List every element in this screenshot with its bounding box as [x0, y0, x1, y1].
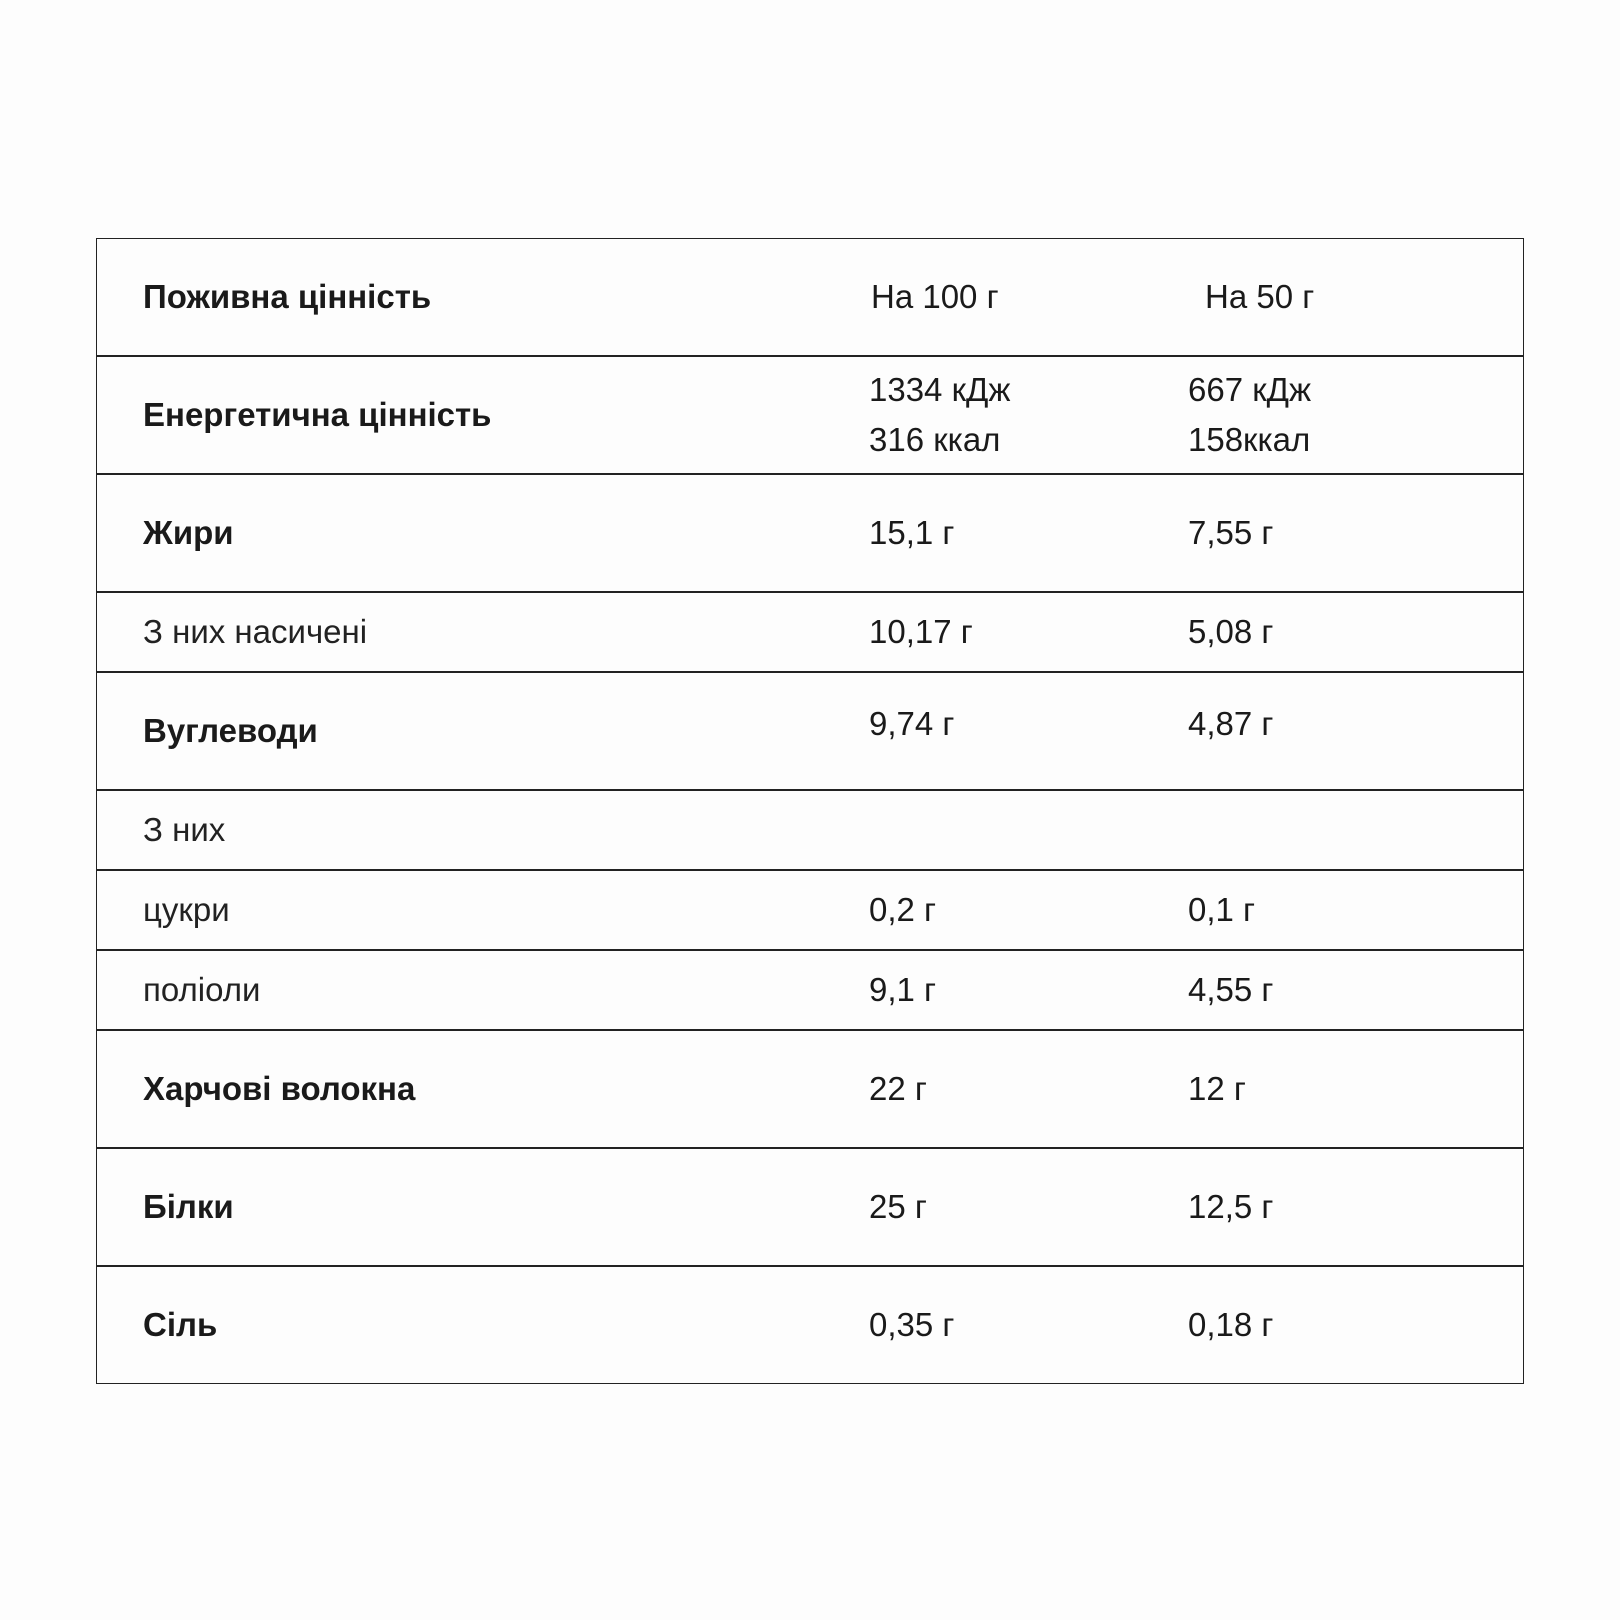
- row-label: Енергетична цінність: [143, 396, 492, 433]
- table-row-fiber: [97, 1029, 1523, 1147]
- table-row-fats: [97, 473, 1523, 591]
- energy-per-100g: [869, 365, 1010, 465]
- value-per-50g: 12,5 г: [1188, 1188, 1274, 1225]
- row-label: Сіль: [143, 1306, 218, 1343]
- table-row-energy: [97, 355, 1523, 473]
- header-per-100g: На 100 г: [871, 278, 999, 315]
- row-label: Вуглеводи: [143, 712, 318, 749]
- table-row-saturated: [97, 591, 1523, 671]
- value-per-100g: 9,74 г: [869, 705, 955, 742]
- value-per-50g: 5,08 г: [1188, 613, 1274, 650]
- table-row-of-which: [97, 789, 1523, 869]
- row-label: З них: [143, 811, 226, 848]
- header-label: Поживна цінність: [143, 278, 432, 315]
- row-label: Харчові волокна: [143, 1070, 416, 1107]
- row-label: цукри: [143, 891, 230, 928]
- value-per-100g: 22 г: [869, 1070, 927, 1107]
- energy-kcal-50g: 158ккал: [1188, 421, 1311, 458]
- value-per-50g: 12 г: [1188, 1070, 1246, 1107]
- value-per-50g: 4,87 г: [1188, 705, 1274, 742]
- value-per-100g: 25 г: [869, 1188, 927, 1225]
- value-per-100g: 9,1 г: [869, 971, 937, 1008]
- value-per-50g: 7,55 г: [1188, 514, 1274, 551]
- value-per-50g: 0,1 г: [1188, 891, 1256, 928]
- energy-kj-100g: 1334 кДж: [869, 371, 1011, 408]
- row-label: Жири: [143, 514, 234, 551]
- table-header-row: [97, 239, 1523, 355]
- value-per-100g: 15,1 г: [869, 514, 955, 551]
- value-per-100g: 10,17 г: [869, 613, 973, 650]
- row-label: Білки: [143, 1188, 234, 1225]
- energy-per-50g: [1188, 365, 1311, 465]
- header-per-50g: На 50 г: [1205, 278, 1315, 315]
- value-per-100g: 0,2 г: [869, 891, 937, 928]
- nutrition-table: [96, 238, 1524, 1384]
- value-per-50g: 0,18 г: [1188, 1306, 1274, 1343]
- table-row-salt: [97, 1265, 1523, 1383]
- energy-kj-50g: 667 кДж: [1188, 371, 1312, 408]
- table-row-carbohydrates: [97, 671, 1523, 789]
- value-per-50g: 4,55 г: [1188, 971, 1274, 1008]
- value-per-100g: 0,35 г: [869, 1306, 955, 1343]
- row-label: З них насичені: [143, 613, 368, 650]
- row-label: поліоли: [143, 971, 261, 1008]
- table-row-polyols: [97, 949, 1523, 1029]
- energy-kcal-100g: 316 ккал: [869, 421, 1001, 458]
- table-row-protein: [97, 1147, 1523, 1265]
- table-row-sugars: [97, 869, 1523, 949]
